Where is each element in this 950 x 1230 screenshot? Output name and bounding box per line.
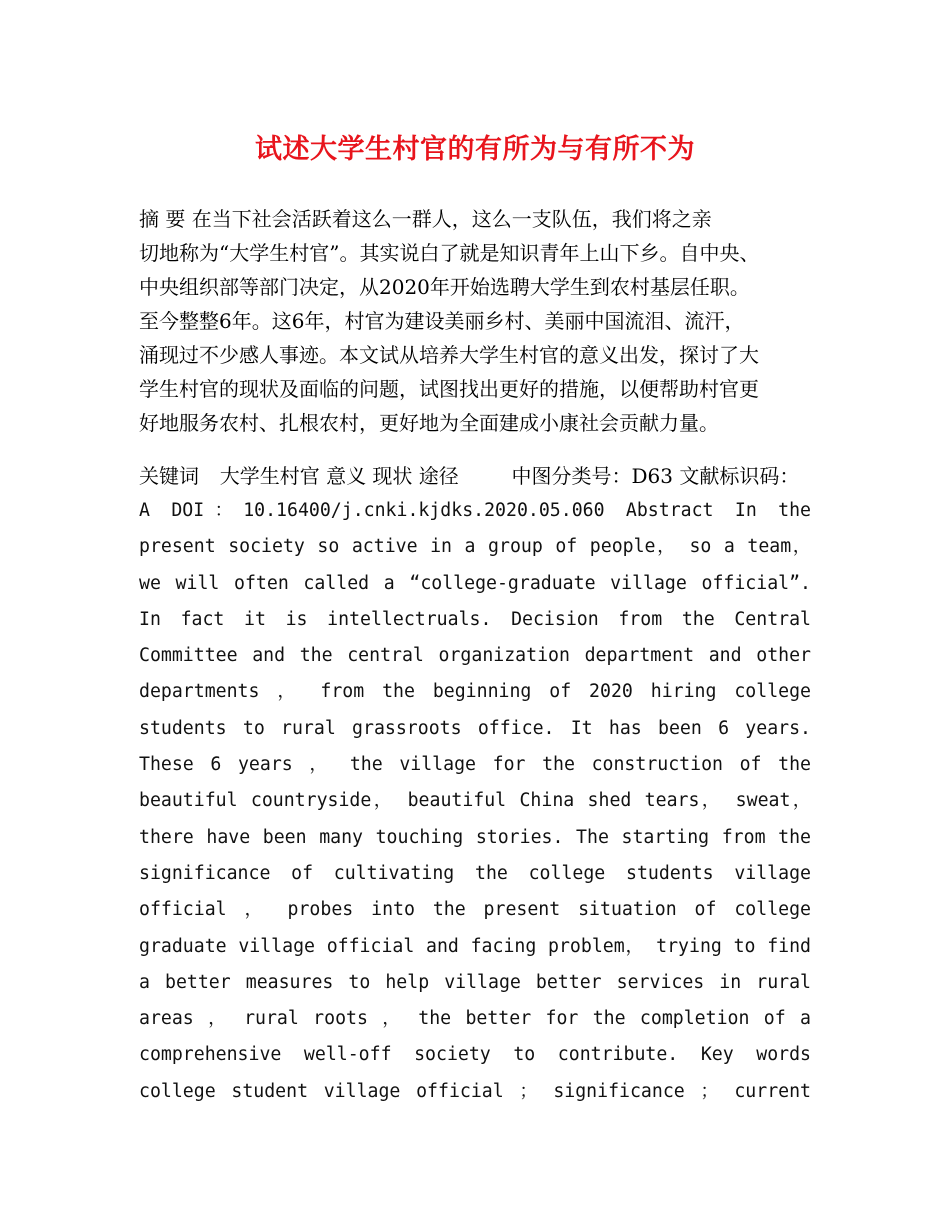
abstract-line: 好地服务农村、扎根农村，更好地为全面建成小康社会贡献力量。: [139, 411, 719, 435]
english-line: A DOI：10.16400/j.cnki.kjdks.2020.05.060 Abstract In the: [139, 500, 811, 521]
english-line: Committee and the central organization department and other: [139, 645, 811, 667]
english-line: there have been many touching stories. The starting from the: [139, 826, 811, 848]
abstract-line: 切地称为“大学生村官”。其实说白了就是知识青年上山下乡。自中央、: [139, 241, 760, 265]
english-line: students to rural grassroots office. It has been 6 years.: [139, 717, 811, 739]
abstract-line: 涌现过不少感人事迹。本文试从培养大学生村官的意义出发，探讨了大: [139, 343, 759, 367]
english-line: significance of cultivating the college students village: [139, 862, 811, 884]
abstract-line: 中央组织部等部门决定，从2020年开始选聘大学生到农村基层任职。: [139, 275, 750, 299]
abstract-line: 至今整整6年。这6年，村官为建设美丽乡村、美丽中国流泪、流汗，: [139, 309, 745, 333]
english-line: comprehensive well-off society to contribute. Key words: [139, 1044, 811, 1066]
english-line: present society so active in a group of people， so a team，: [139, 536, 811, 558]
keywords-terms: 大学生村官 意义 现状 途径: [219, 464, 459, 488]
english-line: we will often called a “college-graduate village official”.: [139, 572, 811, 594]
english-line: In fact it is intellectruals. Decision from the Central: [139, 608, 811, 630]
english-line: beautiful countryside， beautiful China shed tears， sweat，: [139, 790, 811, 812]
english-line: official ， probes into the present situation of college: [139, 899, 811, 921]
english-line: college student village official ； significance ； current: [139, 1080, 811, 1102]
document-title: 试述大学生村官的有所为与有所不为: [255, 134, 695, 165]
keywords-line: [139, 460, 829, 492]
chinese-abstract: [139, 202, 829, 440]
english-abstract: [139, 493, 811, 1110]
english-line: a better measures to help village better services in rural: [139, 971, 811, 993]
abstract-line: 学生村官的现状及面临的问题，试图找出更好的措施，以便帮助村官更: [139, 377, 759, 401]
classification-info: 中图分类号：D63 文献标识码：: [511, 464, 800, 488]
abstract-line: 摘 要 在当下社会活跃着这么一群人，这么一支队伍，我们将之亲: [139, 207, 712, 231]
english-line: areas ， rural roots ， the better for the completion of a: [139, 1008, 811, 1030]
english-line: These 6 years ， the village for the construction of the: [139, 754, 811, 776]
keywords-label: 关键词: [139, 464, 199, 488]
english-line: graduate village official and facing problem， trying to find: [139, 935, 811, 957]
english-line: departments ， from the beginning of 2020 hiring college: [139, 681, 811, 703]
